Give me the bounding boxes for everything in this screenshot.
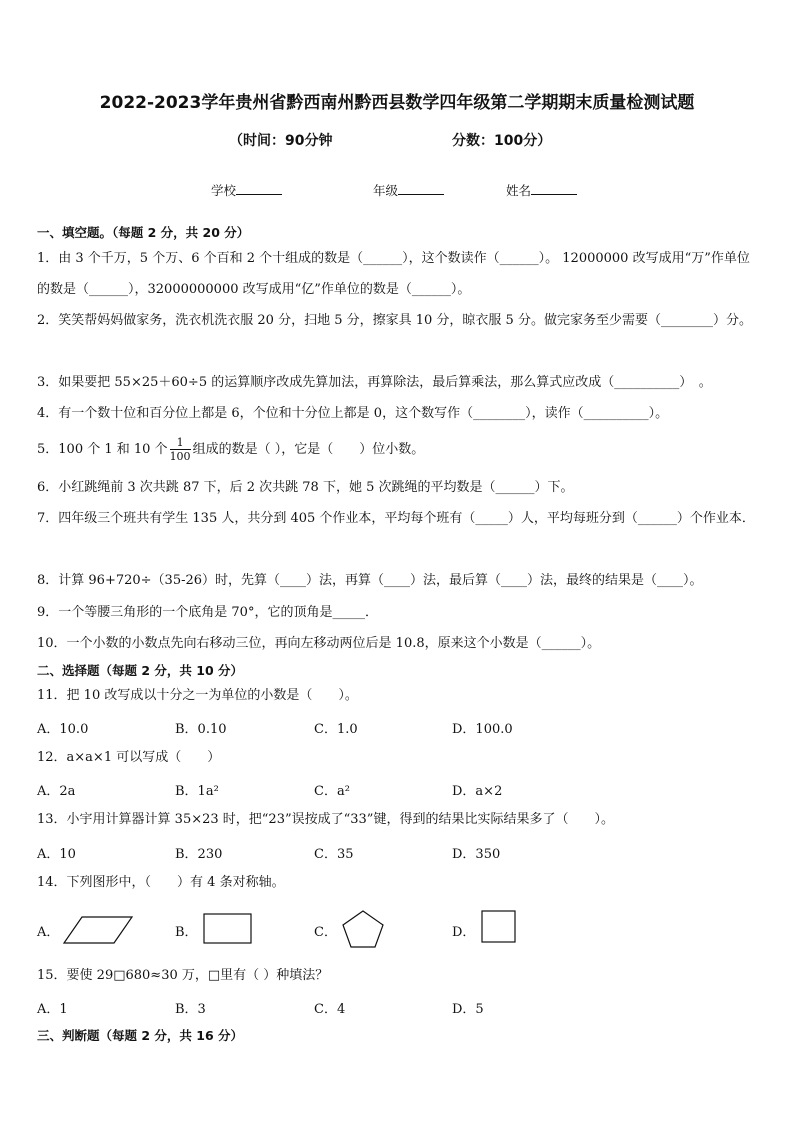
q13-option-d: D．350 [452, 847, 501, 862]
q14-option-a: A． [37, 925, 60, 940]
q11-option-a: A．10.0 [37, 722, 89, 737]
q13-option-a: A．10 [37, 847, 76, 862]
question-9: 9．一个等腰三角形的一个底角是 70°，它的顶角是_____． [37, 605, 378, 620]
fraction [170, 436, 191, 463]
pentagon-icon [341, 909, 385, 949]
q12-option-d: D．a×2 [452, 784, 503, 799]
section-true-false: 三、判断题（每题 2 分，共 16 分） [37, 1028, 244, 1043]
q12-option-c: C．a² [314, 784, 350, 799]
q14-option-b: B． [175, 925, 198, 940]
section-choice: 二、选择题（每题 2 分，共 10 分） [37, 663, 244, 678]
q12-option-a: A．2a [37, 784, 76, 799]
question-5-text-b: 组成的数是（ ），它是（ ）位小数。 [192, 442, 425, 457]
q14-option-d: D． [452, 925, 476, 940]
q11-option-d: D．100.0 [452, 722, 513, 737]
fraction-numerator: 1 [170, 436, 191, 450]
q11-option-c: C．1.0 [314, 722, 358, 737]
question-8: 8．计算 96+720÷（35-26）时，先算（____）法，再算（____）法，最后算（____）法，最终的结果是（____）。 [37, 573, 703, 588]
question-5 [37, 434, 762, 465]
question-4: 4．有一个数十位和百分位上都是 6，个位和十分位上都是 0，这个数写作（________），读作（__________）。 [37, 406, 669, 421]
question-3: 3．如果要把 55×25＋60÷5 的运算顺序改成先算加法，再算除法，最后算乘法，那么算式应改成（__________） 。 [37, 375, 712, 390]
q15-option-b: B．3 [175, 1002, 206, 1017]
fraction-denominator: 100 [169, 450, 191, 463]
grade-blank [398, 182, 444, 195]
question-15: 15．要使 29□680≈30 万，□里有（ ）种填法？ [37, 968, 329, 983]
question-5-text-a: 5．100 个 1 和 10 个 [37, 442, 168, 457]
exam-score: 分数：100分） [452, 133, 552, 149]
section-fill-blank: 一、填空题。（每题 2 分，共 20 分） [37, 225, 250, 240]
q13-option-c: C．35 [314, 847, 354, 862]
q15-option-d: D．5 [452, 1002, 484, 1017]
q13-option-b: B．230 [175, 847, 223, 862]
school-field [211, 181, 282, 199]
name-blank [531, 182, 577, 195]
grade-field [373, 181, 444, 199]
q15-option-a: A．1 [37, 1002, 68, 1017]
parallelogram-icon [62, 915, 134, 945]
q11-option-b: B．0.10 [175, 722, 227, 737]
question-1: 1．由 3 个千万，5 个万、6 个百和 2 个十组成的数是（______），这个数读作（______）。 12000000 改写成用“万”作单位的数是（______），32000000000 改写成用“亿”作单位的数是（______）。 [37, 251, 750, 297]
name-label: 姓名 [506, 183, 532, 198]
question-12: 12．a×a×1 可以写成（ ） [37, 750, 221, 765]
q14-option-c: C． [314, 925, 337, 940]
question-6: 6．小红跳绳前 3 次共跳 87 下，后 2 次共跳 78 下，她 5 次跳绳的平均数是（______）下。 [37, 480, 574, 495]
question-7: 7．四年级三个班共有学生 135 人，共分到 405 个作业本，平均每个班有（_____）人，平均每班分到（______）个作业本． [37, 511, 755, 526]
q15-option-c: C．4 [314, 1002, 346, 1017]
page-title: 2022-2023学年贵州省黔西南州黔西县数学四年级第二学期期末质量检测试题 [99, 93, 695, 113]
question-13: 13．小宇用计算器计算 35×23 时，把“23”误按成了“33”键，得到的结果比实际结果多了（ ）。 [37, 812, 614, 827]
name-field [506, 181, 577, 199]
question-10: 10．一个小数的小数点先向右移动三位，再向左移动两位后是 10.8，原来这个小数是（______）。 [37, 636, 601, 651]
grade-label: 年级 [373, 183, 399, 198]
school-label: 学校 [211, 183, 237, 198]
rectangle-icon [203, 913, 253, 945]
question-14: 14．下列图形中，（ ）有 4 条对称轴。 [37, 875, 285, 890]
question-2: 2．笑笑帮妈妈做家务，洗衣机洗衣服 20 分，扫地 5 分，擦家具 10 分，晾衣服 5 分。做完家务至少需要（________）分。 [37, 313, 752, 328]
exam-time: （时间：90分钟 [229, 133, 333, 149]
question-11: 11．把 10 改写成以十分之一为单位的小数是（ ）。 [37, 688, 358, 703]
square-icon [481, 910, 517, 944]
school-blank [236, 182, 282, 195]
q12-option-b: B．1a² [175, 784, 219, 799]
